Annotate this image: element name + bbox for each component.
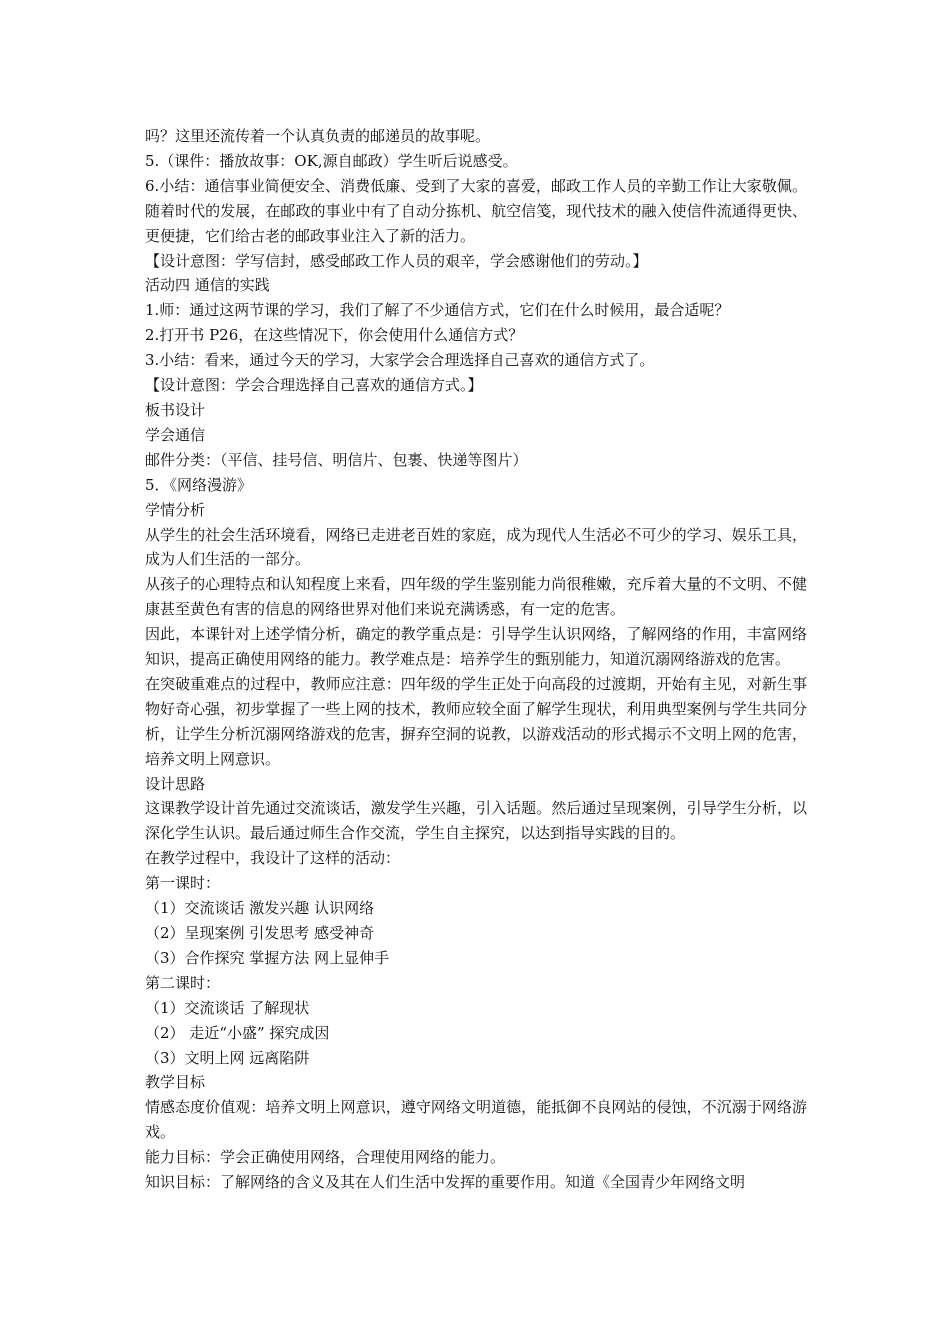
text-paragraph: 第一课时： [145,874,221,893]
list-item: （1）交流谈话 激发兴趣 认识网络 [145,899,375,918]
text-paragraph: 1.师：通过这两节课的学习，我们了解了不少通信方式，它们在什么时候用，最合适呢？ [145,301,730,320]
text-paragraph: 学会通信 [145,425,206,444]
text-paragraph: 能力目标：学会正确使用网络，合理使用网络的能力。 [145,1148,506,1167]
list-item: （2）呈现案例 引发思考 感受神奇 [145,924,375,942]
text-paragraph: 这课教学设计首先通过交流谈话，激发学生兴趣，引入话题。然后通过呈现案例，引导学生分析，以深化学生认识。最后通过师生合作交流，学生自主探究，以达到指导实践的目的。 [145,799,807,843]
text-paragraph: 【设计意图：学会合理选择自己喜欢的通信方式。】 [145,376,483,395]
text-paragraph: 【设计意图：学写信封，感受邮政工作人员的艰辛，学会感谢他们的劳动。】 [145,251,648,270]
text-paragraph: 吗？这里还流传着一个认真负责的邮递员的故事呢。 [145,127,491,145]
text-paragraph: 6.小结：通信事业简便安全、消费低廉、受到了大家的喜爱，邮政工作人员的辛勤工作让大家敬佩。随着时代的发展，在邮政的事业中有了自动分拣机、航空信笺，现代技术的融入使信件流通得更快、更便捷，它们给古老的邮政事业注入了新的活力。 [145,176,807,245]
text-paragraph: 第二课时： [145,973,221,992]
text-paragraph: 邮件分类：（平信、挂号信、明信片、包裹、快递等图片） [145,450,528,469]
text-paragraph: 5.（课件：播放故事：OK,源自邮政）学生听后说感受。 [145,151,518,170]
document-page [145,124,807,1195]
text-paragraph: 因此，本课针对上述学情分析，确定的教学重点是：引导学生认识网络，了解网络的作用，丰富网络知识，提高正确使用网络的能力。教学难点是：培养学生的甄别能力，知道沉溺网络游戏的危害。 [145,625,807,669]
section-heading: 教学目标 [145,1073,206,1092]
list-item: （2） 走近“小盛” 探究成因 [145,1023,330,1042]
text-paragraph: 在教学过程中，我设计了这样的活动： [145,849,401,868]
list-item: （1）交流谈话 了解现状 [145,998,310,1017]
section-heading: 活动四 通信的实践 [145,276,270,295]
text-paragraph: 在突破重难点的过程中，教师应注意：四年级的学生正处于向高段的过渡期，开始有主见，对新生事物好奇心强，初步掌握了一些上网的技术，教师应较全面了解学生现状，利用典型案例与学生共同分析，让学生分析沉溺网络游戏的危害，摒弃空洞的说教，以游戏活动的形式揭示不文明上网的危害，培养文明上网意识。 [145,674,807,768]
text-paragraph: 从孩子的心理特点和认知程度上来看，四年级的学生鉴别能力尚很稚嫩，充斥着大量的不文明、不健康甚至黄色有害的信息的网络世界对他们来说充满诱惑，有一定的危害。 [145,575,807,619]
text-paragraph: 3.小结：看来，通过今天的学习，大家学会合理选择自己喜欢的通信方式了。 [145,351,655,370]
section-heading: 学情分析 [145,500,206,519]
list-item: （3）合作探究 掌握方法 网上显伸手 [145,948,390,967]
text-paragraph: 2.打开书 P26，在这些情况下，你会使用什么通信方式？ [145,326,524,345]
text-paragraph: 情感态度价值观：培养文明上网意识，遵守网络文明道德，能抵御不良网站的侵蚀，不沉溺于网络游戏。 [145,1098,807,1142]
list-item: （3）文明上网 远离陷阱 [145,1048,310,1067]
lesson-title: 5．《网络漫游》 [145,475,253,494]
text-paragraph: 知识目标：了解网络的含义及其在人们生活中发挥的重要作用。知道《全国青少年网络文明 [145,1173,746,1192]
text-paragraph: 从学生的社会生活环境看，网络已走进老百姓的家庭，成为现代人生活必不可少的学习、娱乐工具，成为人们生活的一部分。 [145,525,807,569]
section-heading: 板书设计 [145,400,206,419]
section-heading: 设计思路 [145,774,206,793]
